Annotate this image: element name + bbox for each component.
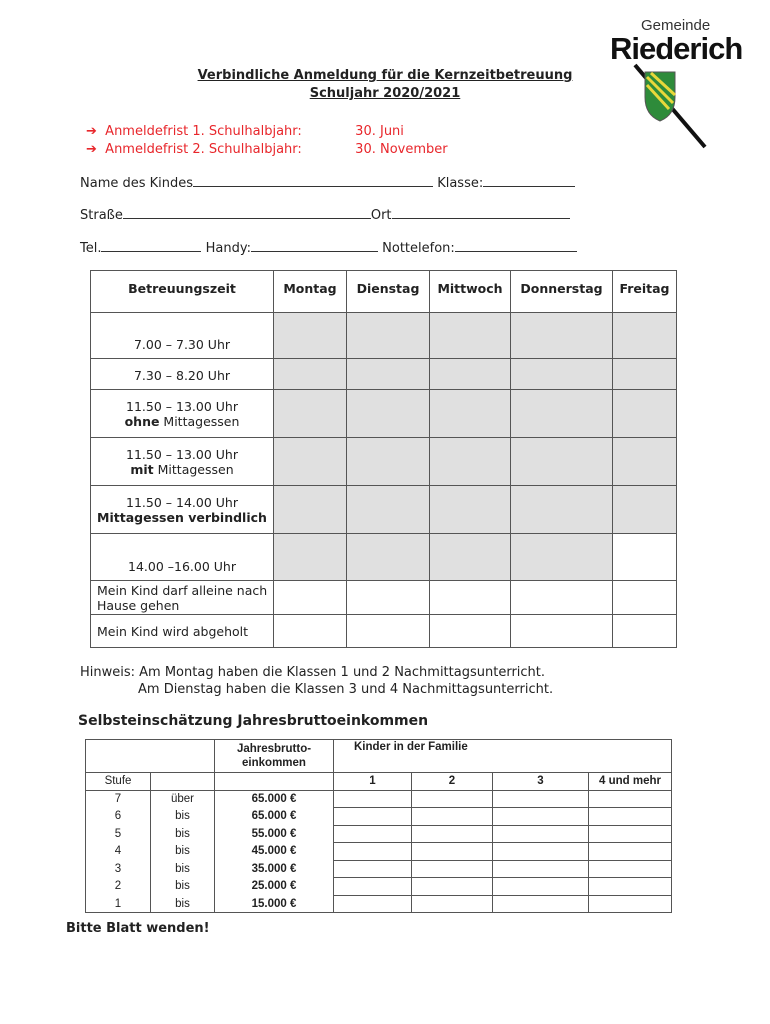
time-slot-label: 7.00 – 7.30 Uhr [91,313,274,359]
checkbox-cell[interactable] [511,359,613,390]
income-rel: bis [151,808,215,826]
income-cell[interactable] [412,825,493,843]
checkbox-cell[interactable] [274,615,347,648]
income-row [86,790,672,808]
income-stufe: 4 [86,843,151,861]
table-row [91,615,677,648]
header-montag: Montag [274,271,347,313]
header-betreuungszeit: Betreuungszeit [91,271,274,313]
header-donnerstag: Donnerstag [511,271,613,313]
income-amount: 65.000 € [215,808,334,826]
time-slot-label: 11.50 – 13.00 Uhr ohne Mittagessen [91,390,274,438]
income-stufe: 5 [86,825,151,843]
checkbox-cell[interactable] [347,534,430,581]
strasse-input[interactable] [123,206,371,219]
income-rel: über [151,790,215,808]
income-row [86,843,672,861]
deadlines [86,123,448,159]
income-amount: 45.000 € [215,843,334,861]
checkbox-cell[interactable] [347,313,430,359]
deadline-2: ➔ Anmeldefrist 2. Schulhalbjahr: 30. November [86,142,448,157]
ort-input[interactable] [392,206,570,219]
income-stufe: 2 [86,878,151,896]
income-amount: 65.000 € [215,790,334,808]
income-cell[interactable] [412,808,493,826]
income-table [85,739,672,913]
hinweis-line-2: Am Dienstag haben die Klassen 3 und 4 Nachmittagsunterricht. [138,682,554,697]
income-stufe: 6 [86,808,151,826]
checkbox-cell[interactable] [274,534,347,581]
income-cell[interactable] [493,825,589,843]
table-row [91,359,677,390]
income-cell[interactable] [334,878,412,896]
phone-row: Tel. Handy: Nottelefon: [80,239,577,256]
income-cell[interactable] [412,843,493,861]
tel-input[interactable] [101,239,201,252]
income-amount: 15.000 € [215,895,334,913]
income-cell[interactable] [334,790,412,808]
table-row [91,486,677,534]
checkbox-cell[interactable] [274,359,347,390]
checkbox-cell[interactable] [430,534,511,581]
income-cell[interactable] [412,790,493,808]
income-rel: bis [151,895,215,913]
checkbox-cell[interactable] [511,438,613,486]
income-rel: bis [151,843,215,861]
checkbox-cell[interactable] [613,313,677,359]
table-row [91,313,677,359]
logo-top-text: Gemeinde [641,17,711,34]
income-cell[interactable] [493,878,589,896]
income-row [86,825,672,843]
income-row [86,808,672,826]
checkbox-cell[interactable] [613,486,677,534]
checkbox-cell[interactable] [511,581,613,615]
checkbox-cell[interactable] [274,390,347,438]
table-row [91,534,677,581]
income-rel: bis [151,878,215,896]
footer-note: Bitte Blatt wenden! [66,921,210,936]
hinweis [80,664,553,698]
income-cell[interactable] [334,843,412,861]
checkbox-cell[interactable] [511,313,613,359]
checkbox-cell[interactable] [347,390,430,438]
income-rel: bis [151,825,215,843]
income-stufe: 1 [86,895,151,913]
klasse-input[interactable] [483,174,575,187]
income-cell[interactable] [412,895,493,913]
table-row [91,581,677,615]
header-freitag: Freitag [613,271,677,313]
header-dienstag: Dienstag [347,271,430,313]
checkbox-cell[interactable] [511,486,613,534]
checkbox-cell[interactable] [347,359,430,390]
income-amount: 35.000 € [215,860,334,878]
income-stufe: 3 [86,860,151,878]
income-cell[interactable] [493,790,589,808]
income-cell[interactable] [589,808,672,826]
table-row [91,390,677,438]
income-header [86,740,672,773]
checkbox-cell[interactable] [613,438,677,486]
income-cell[interactable] [589,790,672,808]
income-row [86,878,672,896]
page-title [0,67,770,103]
header-child-3: 3 [493,773,589,791]
time-slot-label: 11.50 – 14.00 Uhr Mittagessen verbindlich [91,486,274,534]
checkbox-cell[interactable] [347,486,430,534]
checkbox-cell[interactable] [347,615,430,648]
income-cell[interactable] [334,808,412,826]
income-amount: 25.000 € [215,878,334,896]
income-heading: Selbsteinschätzung Jahresbruttoeinkommen [78,713,429,729]
income-cell[interactable] [589,860,672,878]
income-stufe: 7 [86,790,151,808]
income-cell[interactable] [589,825,672,843]
time-slot-label: 14.00 –16.00 Uhr [91,534,274,581]
name-row: Name des Kindes Klasse: [80,174,575,191]
income-cell[interactable] [334,825,412,843]
income-cell[interactable] [493,895,589,913]
income-cell[interactable] [334,895,412,913]
checkbox-cell[interactable] [430,359,511,390]
arrow-right-icon: ➔ [86,142,97,157]
income-row [86,895,672,913]
arrow-right-icon: ➔ [86,124,97,139]
header-stufe: Stufe [86,773,151,791]
table-row [91,438,677,486]
header-child-2: 2 [412,773,493,791]
income-cell[interactable] [493,860,589,878]
checkbox-cell[interactable] [430,581,511,615]
address-row: Straße Ort [80,206,570,223]
title-line-1: Verbindliche Anmeldung für die Kernzeitbetreuung [197,68,573,83]
income-cell[interactable] [493,808,589,826]
handy-input[interactable] [251,239,378,252]
nottelefon-input[interactable] [455,239,577,252]
checkbox-cell[interactable] [274,581,347,615]
checkbox-cell[interactable] [511,534,613,581]
income-rel: bis [151,860,215,878]
title-line-2: Schuljahr 2020/2021 [309,86,461,101]
row-label: Mein Kind darf alleine nach Hause gehen [91,581,274,615]
income-cell[interactable] [412,860,493,878]
header-mittwoch: Mittwoch [430,271,511,313]
income-cell[interactable] [334,860,412,878]
checkbox-cell[interactable] [511,615,613,648]
checkbox-cell[interactable] [430,313,511,359]
checkbox-cell[interactable] [347,438,430,486]
income-cell[interactable] [589,895,672,913]
checkbox-cell[interactable] [430,438,511,486]
schedule-header [91,271,677,313]
hinweis-line-1: Hinweis: Am Montag haben die Klassen 1 und 2 Nachmittagsunterricht. [80,665,546,680]
checkbox-cell[interactable] [430,390,511,438]
checkbox-cell[interactable] [613,534,677,581]
checkbox-cell[interactable] [274,313,347,359]
header-income: Jahresbrutto-einkommen [215,740,334,773]
header-children: Kinder in der Familie [334,740,672,773]
income-cell[interactable] [589,878,672,896]
income-cell[interactable] [493,843,589,861]
header-child-1: 1 [334,773,412,791]
income-subheader [86,773,672,791]
checkbox-cell[interactable] [613,581,677,615]
income-cell[interactable] [412,878,493,896]
time-slot-label: 11.50 – 13.00 Uhr mit Mittagessen [91,438,274,486]
checkbox-cell[interactable] [430,486,511,534]
income-cell[interactable] [589,843,672,861]
logo-name: Riederich [610,31,743,66]
schedule-table [90,270,677,648]
checkbox-cell[interactable] [347,581,430,615]
time-slot-label: 7.30 – 8.20 Uhr [91,359,274,390]
checkbox-cell[interactable] [430,615,511,648]
name-input[interactable] [193,174,433,187]
income-amount: 55.000 € [215,825,334,843]
checkbox-cell[interactable] [511,390,613,438]
row-label: Mein Kind wird abgeholt [91,615,274,648]
header-child-4plus: 4 und mehr [589,773,672,791]
deadline-1: ➔ Anmeldefrist 1. Schulhalbjahr: 30. Juni [86,124,404,139]
checkbox-cell[interactable] [274,438,347,486]
income-row [86,860,672,878]
checkbox-cell[interactable] [613,615,677,648]
checkbox-cell[interactable] [613,359,677,390]
checkbox-cell[interactable] [613,390,677,438]
checkbox-cell[interactable] [274,486,347,534]
